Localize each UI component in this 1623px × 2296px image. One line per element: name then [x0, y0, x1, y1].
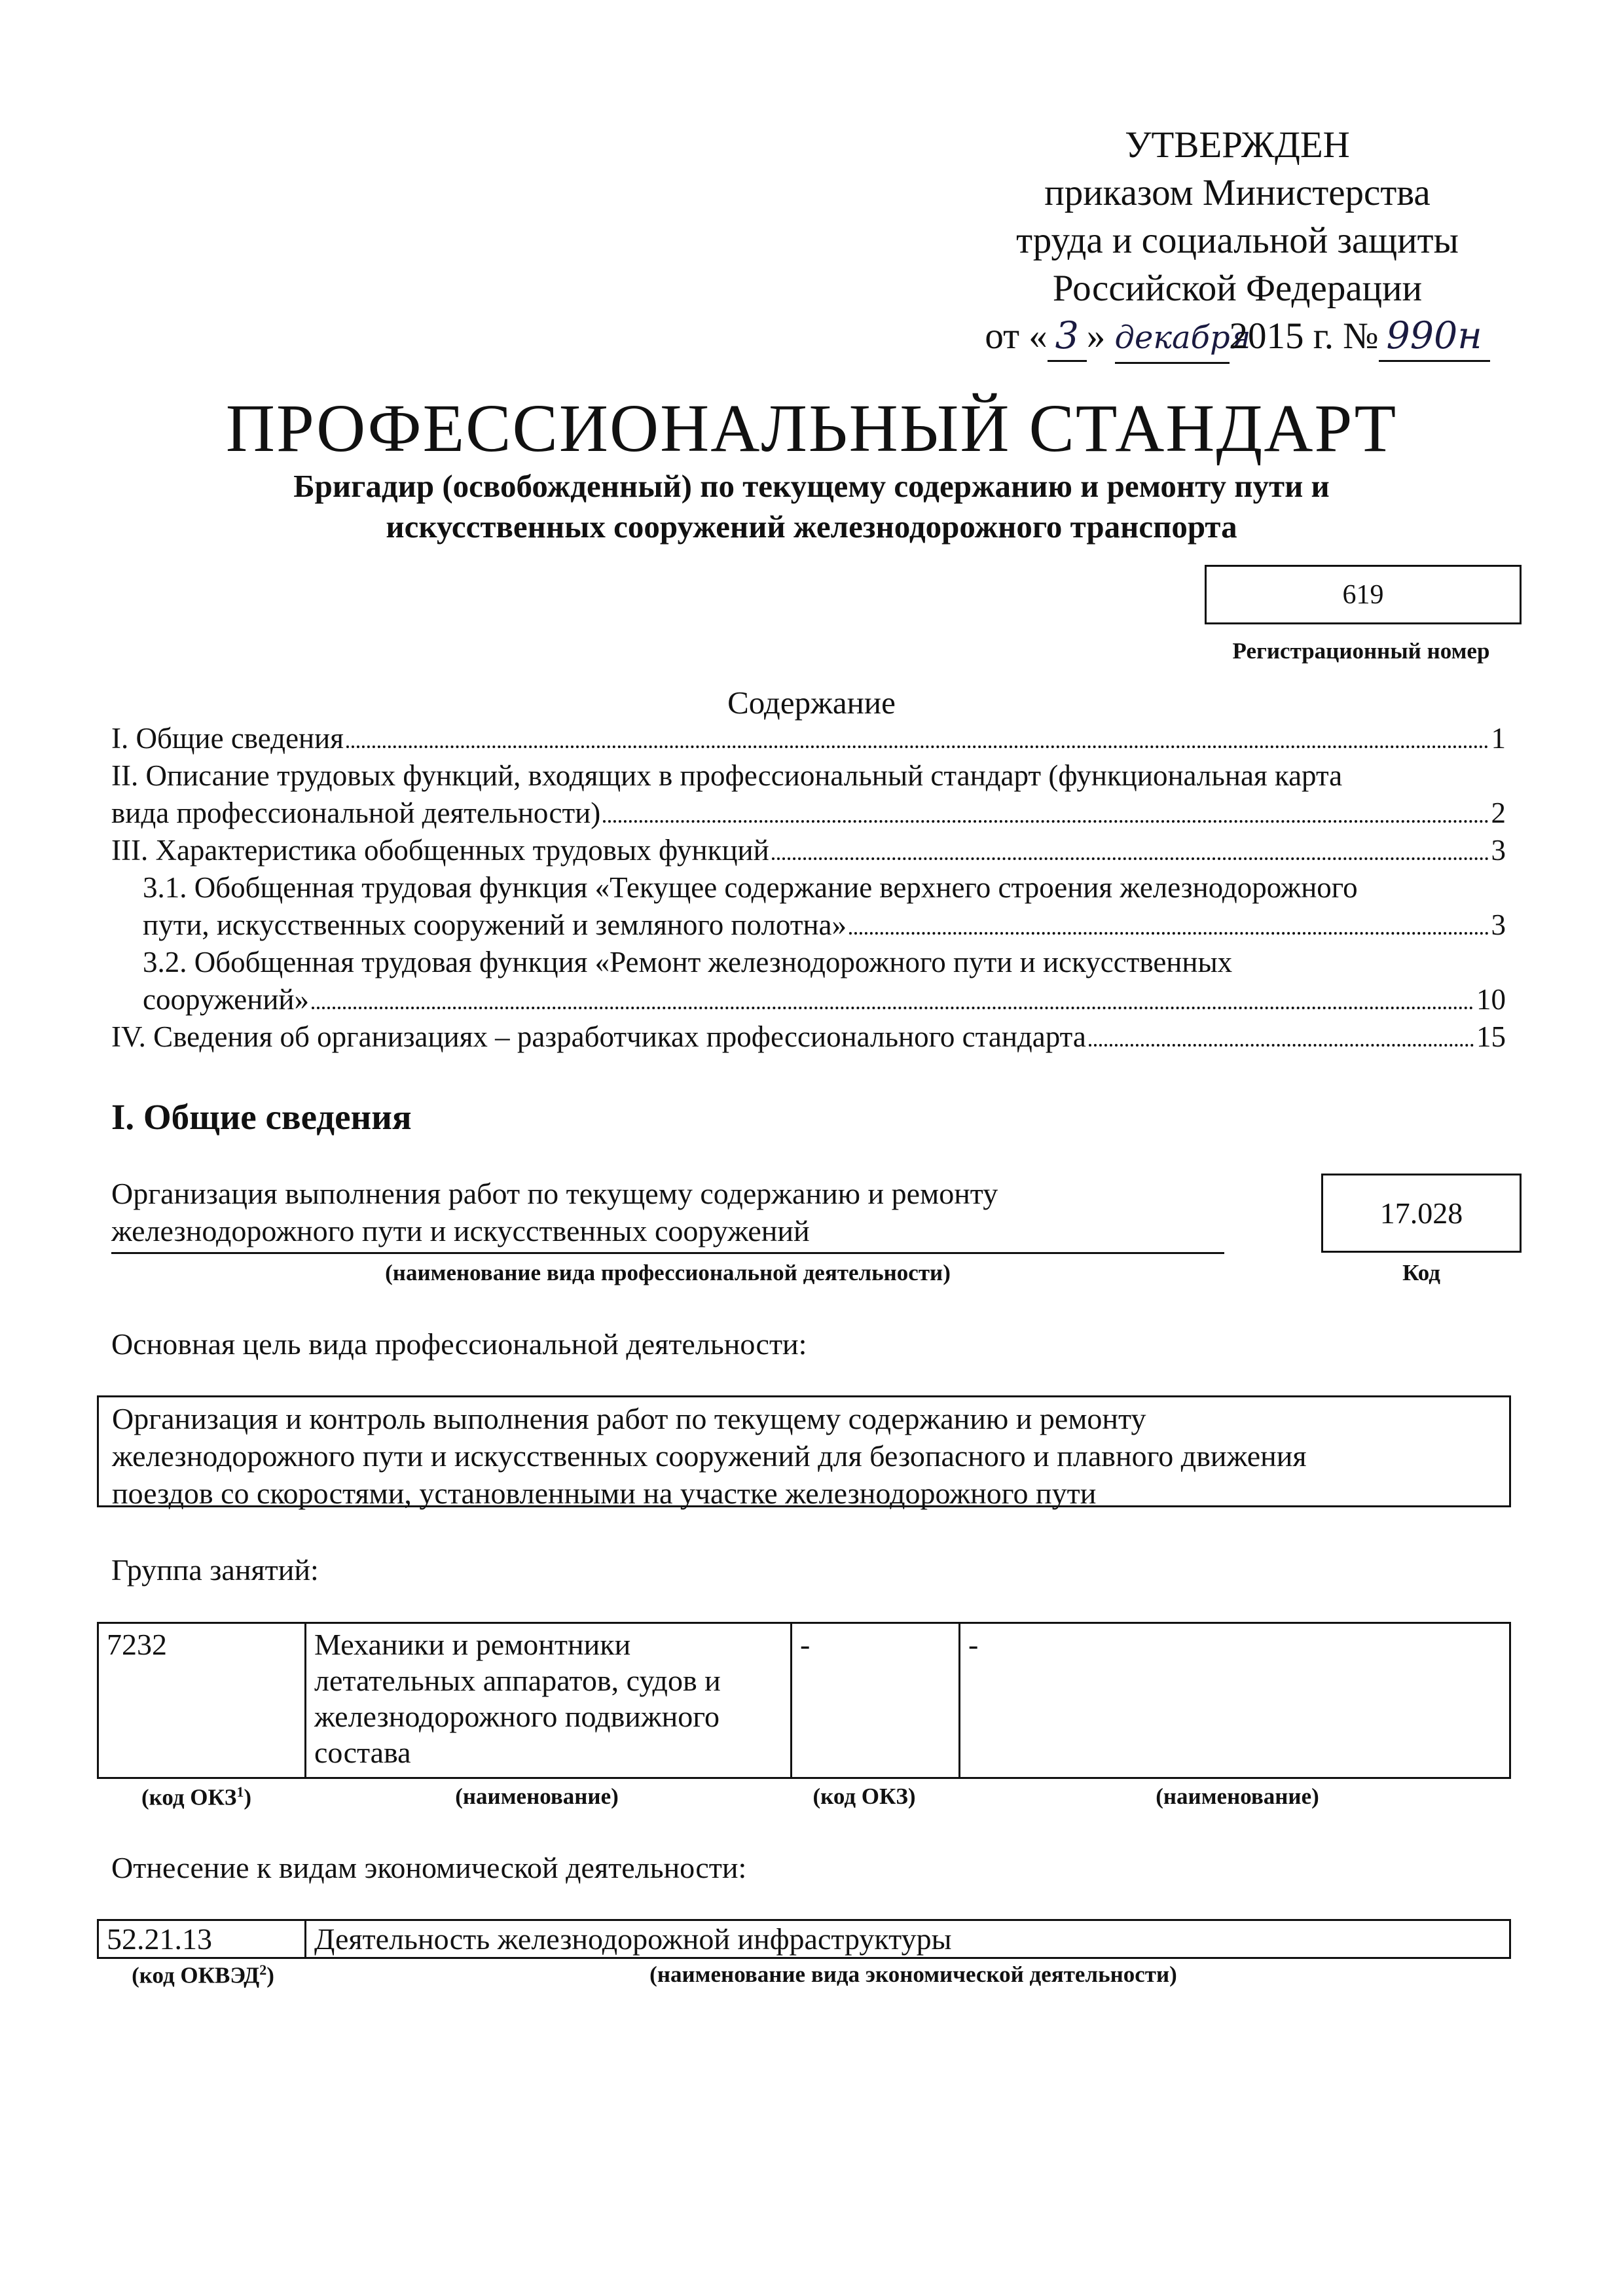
toc-item-line1[interactable]: 3.2. Обобщенная трудовая функция «Ремонт железнодорожного пути и искусственных	[143, 946, 1233, 978]
goal-box	[97, 1395, 1511, 1510]
toc-item-page: 3	[1491, 908, 1506, 941]
toc-title: Содержание	[727, 685, 896, 721]
economic-caption-name: (наименование вида экономической деятельности)	[649, 1962, 1177, 1987]
toc-leader	[312, 1007, 1474, 1009]
occupation-name-1	[306, 1623, 792, 1778]
caption-close: )	[266, 1962, 274, 1988]
toc-leader	[346, 745, 1489, 748]
toc-leader	[603, 820, 1488, 823]
caption-text: (код ОКВЭД	[132, 1962, 260, 1988]
toc-item-line1[interactable]: II. Описание трудовых функций, входящих в профессиональный стандарт (функциональная карта	[111, 759, 1343, 792]
occupation-name-line: железнодорожного подвижного	[314, 1700, 720, 1733]
approval-status: УТВЕРЖДЕН	[1125, 124, 1350, 166]
toc	[111, 720, 1506, 1056]
toc-item-text: пути, искусственных сооружений и земляного полотна»	[143, 908, 847, 941]
activity-line-1: Организация выполнения работ по текущему содержанию и ремонту	[111, 1177, 998, 1210]
economic-code: 52.21.13	[98, 1920, 306, 1958]
activity-code-caption: Код	[1402, 1260, 1440, 1285]
goal-line-2: железнодорожного пути и искусственных сооружений для безопасного и плавного движения	[112, 1439, 1307, 1473]
approval-day: 3	[1048, 312, 1087, 362]
occupation-table	[97, 1622, 1511, 1779]
toc-item[interactable]	[111, 981, 1506, 1018]
approval-date-line	[943, 312, 1532, 364]
occupation-name-2: -	[960, 1623, 1510, 1778]
activity-kind	[111, 1175, 1224, 1254]
toc-item-text: III. Характеристика обобщенных трудовых функций	[111, 834, 769, 867]
goal-line-3: поездов со скоростями, установленными на участке железнодорожного пути	[112, 1477, 1097, 1510]
occupation-label: Группа занятий:	[111, 1553, 319, 1587]
date-prefix: от «	[985, 315, 1048, 357]
table-row	[98, 1920, 1510, 1958]
activity-line-2: железнодорожного пути и искусственных сооружений	[111, 1214, 810, 1247]
table-row	[98, 1623, 1510, 1778]
approval-number: 990н	[1379, 312, 1490, 362]
occupation-name-line: летательных аппаратов, судов и	[314, 1664, 721, 1697]
toc-item[interactable]	[111, 832, 1506, 869]
economic-table	[97, 1919, 1511, 1959]
quote-close: »	[1086, 315, 1106, 357]
toc-item-text: I. Общие сведения	[111, 722, 344, 755]
document-subtitle	[98, 466, 1525, 547]
toc-item-text: IV. Сведения об организациях – разработчиках профессионального стандарта	[111, 1020, 1086, 1053]
economic-label: Отнесение к видам экономической деятельности:	[111, 1851, 747, 1884]
section-heading: I. Общие сведения	[111, 1097, 412, 1137]
registration-number-box: 619	[1205, 565, 1522, 624]
approval-line-2: труда и социальной защиты	[1016, 220, 1459, 261]
activity-code-box: 17.028	[1321, 1174, 1522, 1253]
occupation-name-line: Механики и ремонтники	[314, 1628, 631, 1661]
toc-item-page: 10	[1476, 983, 1506, 1016]
subtitle-line-2: искусственных сооружений железнодорожного транспорта	[386, 509, 1237, 545]
toc-item-text: сооружений»	[143, 983, 310, 1016]
goal-label: Основная цель вида профессиональной деятельности:	[111, 1327, 807, 1361]
approval-month: декабря	[1115, 314, 1230, 364]
occupation-caption-name: (наименование)	[455, 1784, 619, 1809]
approval-block	[943, 121, 1532, 364]
toc-item-page: 1	[1491, 722, 1506, 755]
caption-text: (код ОКЗ	[141, 1784, 237, 1810]
toc-leader	[1089, 1044, 1474, 1047]
toc-item[interactable]	[111, 795, 1506, 832]
activity-caption: (наименование вида профессиональной деятельности)	[385, 1260, 951, 1285]
document-title: ПРОФЕССИОНАЛЬНЫЙ СТАНДАРТ	[225, 391, 1398, 466]
caption-close: )	[244, 1784, 252, 1810]
approval-line-3: Российской Федерации	[1052, 268, 1423, 309]
economic-caption-code	[98, 1962, 308, 1989]
occupation-name-line: состава	[314, 1736, 411, 1769]
toc-item-text: вида профессиональной деятельности)	[111, 797, 601, 829]
subtitle-line-1: Бригадир (освобожденный) по текущему содержанию и ремонту пути и	[293, 468, 1330, 504]
occupation-caption-code-2: (код ОКЗ)	[812, 1784, 916, 1809]
occupation-code-2: -	[792, 1623, 960, 1778]
approval-year: 2015 г. №	[1229, 315, 1379, 357]
toc-item-page: 3	[1491, 834, 1506, 867]
footnote-ref: 1	[236, 1784, 244, 1800]
toc-item-page: 15	[1476, 1020, 1506, 1053]
goal-line-1: Организация и контроль выполнения работ по текущему содержанию и ремонту	[112, 1402, 1146, 1435]
occupation-caption-code	[98, 1784, 295, 1811]
approval-line-1: приказом Министерства	[1044, 172, 1431, 213]
toc-item[interactable]	[111, 906, 1506, 944]
occupation-caption-name-2: (наименование)	[1156, 1784, 1319, 1809]
toc-item[interactable]	[111, 720, 1506, 757]
economic-name: Деятельность железнодорожной инфраструктуры	[306, 1920, 1510, 1958]
toc-leader	[849, 932, 1488, 935]
footnote-ref: 2	[259, 1962, 267, 1978]
toc-item[interactable]	[111, 1018, 1506, 1056]
toc-leader	[772, 857, 1489, 860]
occupation-code-1: 7232	[98, 1623, 306, 1778]
registration-number-label: Регистрационный номер	[1232, 638, 1490, 664]
toc-item-line1[interactable]: 3.1. Обобщенная трудовая функция «Текущее содержание верхнего строения железнодорожного	[143, 871, 1358, 904]
toc-item-page: 2	[1491, 797, 1506, 829]
